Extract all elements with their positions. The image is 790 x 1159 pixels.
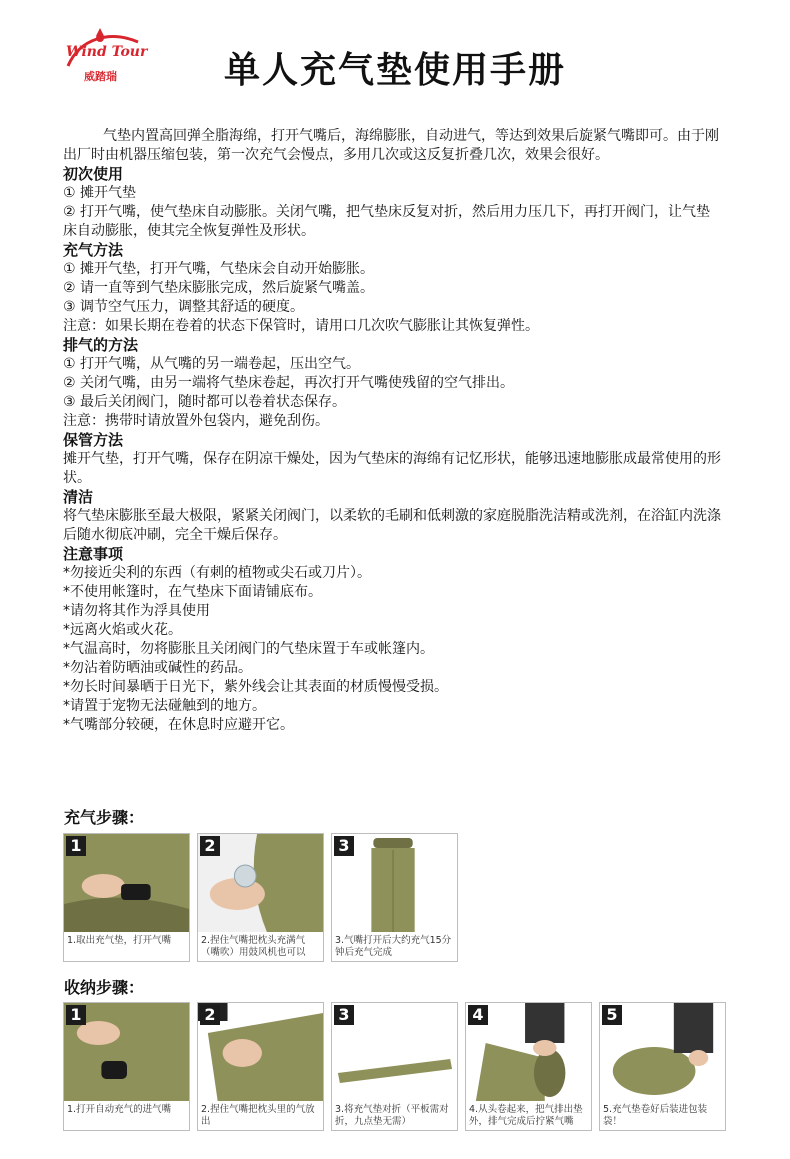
sections (63, 165, 723, 735)
section-line: *勿长时间暴晒于日光下，紫外线会让其表面的材质慢慢受损。 (63, 679, 448, 695)
section-heading: 充气方法 (63, 241, 124, 259)
brand-name-cn: 威踏瑞 (84, 70, 117, 83)
step-caption: 3.气嘴打开后大约充气15分钟后充气完成 (335, 935, 452, 958)
storage-step-card (465, 1002, 592, 1131)
storage-step-card (599, 1002, 726, 1131)
inflate-steps-title: 充气步骤： (64, 808, 145, 827)
page-title: 单人充气垫使用手册 (223, 50, 566, 91)
step-caption: 5.充气垫卷好后装进包装袋！ (603, 1104, 708, 1127)
section-line: *气温高时，勿将膨胀且关闭阀门的气垫床置于车或帐篷内。 (63, 641, 434, 657)
section-line: ① 摊开气垫 (63, 185, 137, 201)
storage-step-card (197, 1002, 324, 1131)
step-number: 2 (200, 836, 220, 856)
section-heading: 清洁 (63, 488, 94, 506)
section-line: *不使用帐篷时，在气垫床下面请铺底布。 (63, 584, 322, 600)
storage-step-card (331, 1002, 458, 1131)
step-number: 3 (334, 1005, 354, 1025)
step-number: 1 (66, 1005, 86, 1025)
intro-paragraph: 气垫内置高回弹全脂海绵，打开气嘴后，海绵膨胀，自动进气，等达到效果后旋紧气嘴即可。由于刚出厂时由机器压缩包装，第一次充气会慢点，多用几次或这反复折叠几次，效果会很好。 (63, 128, 719, 163)
section-line: *气嘴部分较硬，在休息时应避开它。 (63, 717, 294, 733)
step-number: 3 (334, 836, 354, 856)
storage-step-card (63, 1002, 190, 1131)
step-caption: 2.捏住气嘴把枕头里的气放出 (201, 1104, 315, 1127)
section-line: ① 打开气嘴，从气嘴的另一端卷起，压出空气。 (63, 356, 360, 372)
section-line: ③ 最后关闭阀门，随时都可以卷着状态保存。 (63, 394, 346, 410)
section-heading: 注意事项 (63, 545, 124, 563)
section-line: *远离火焰或火花。 (63, 622, 182, 638)
section-line: ① 摊开气垫，打开气嘴，气垫床会自动开始膨胀。 (63, 261, 374, 277)
section-line: ③ 调节空气压力，调整其舒适的硬度。 (63, 299, 304, 315)
section-line: 摊开气垫，打开气嘴，保存在阴凉干燥处，因为气垫床的海绵有记忆形状，能够迅速地膨胀成最常使用的形状。 (63, 451, 721, 486)
step-caption: 2.捏住气嘴把枕头充满气（嘴吹）用鼓风机也可以 (201, 935, 306, 958)
inflate-step-card (197, 833, 324, 962)
inflate-step-card (331, 833, 458, 962)
step-caption: 1.打开自动充气的进气嘴 (67, 1104, 172, 1115)
brand-name: Wind Tour (66, 44, 148, 60)
section-line: *请勿将其作为浮具使用 (63, 603, 210, 619)
section-line: *勿沾着防晒油或碱性的药品。 (63, 660, 252, 676)
storage-steps-title: 收纳步骤： (64, 978, 145, 997)
step-number: 1 (66, 836, 86, 856)
step-number: 4 (468, 1005, 488, 1025)
section-line: ② 关闭气嘴，由另一端将气垫床卷起，再次打开气嘴使残留的空气排出。 (63, 375, 514, 391)
step-caption: 3.将充气垫对折（平板需对折，九点垫无需） (335, 1104, 449, 1127)
section-heading: 排气的方法 (63, 336, 139, 354)
section-line: *勿接近尖利的东西（有刺的植物或尖石或刀片）。 (63, 565, 371, 581)
step-caption: 1.取出充气垫，打开气嘴 (67, 935, 172, 946)
section-line: 注意：携带时请放置外包袋内，避免刮伤。 (63, 413, 329, 429)
inflate-step-card (63, 833, 190, 962)
step-number: 2 (200, 1005, 220, 1025)
section-line: ② 请一直等到气垫床膨胀完成，然后旋紧气嘴盖。 (63, 280, 374, 296)
section-heading: 初次使用 (63, 165, 124, 183)
manual-body (63, 127, 723, 735)
section-line: 注意：如果长期在卷着的状态下保管时，请用口几次吹气膨胀让其恢复弹性。 (63, 318, 539, 334)
step-number: 5 (602, 1005, 622, 1025)
section-line: *请置于宠物无法碰触到的地方。 (63, 698, 266, 714)
section-line: ② 打开气嘴，使气垫床自动膨胀。关闭气嘴，把气垫床反复对折，然后用力压几下，再打开阀门，让气垫床自动膨胀，使其完全恢复弹性及形状。 (63, 204, 710, 239)
step-caption: 4.从头卷起来，把气排出垫外，排气完成后拧紧气嘴 (469, 1104, 583, 1127)
section-line: 将气垫床膨胀至最大极限，紧紧关闭阀门，以柔软的毛刷和低刺激的家庭脱脂洗洁精或洗剂，在浴缸内洗涤后随水彻底冲刷，完全干燥后保存。 (63, 508, 721, 543)
section-heading: 保管方法 (63, 431, 124, 449)
